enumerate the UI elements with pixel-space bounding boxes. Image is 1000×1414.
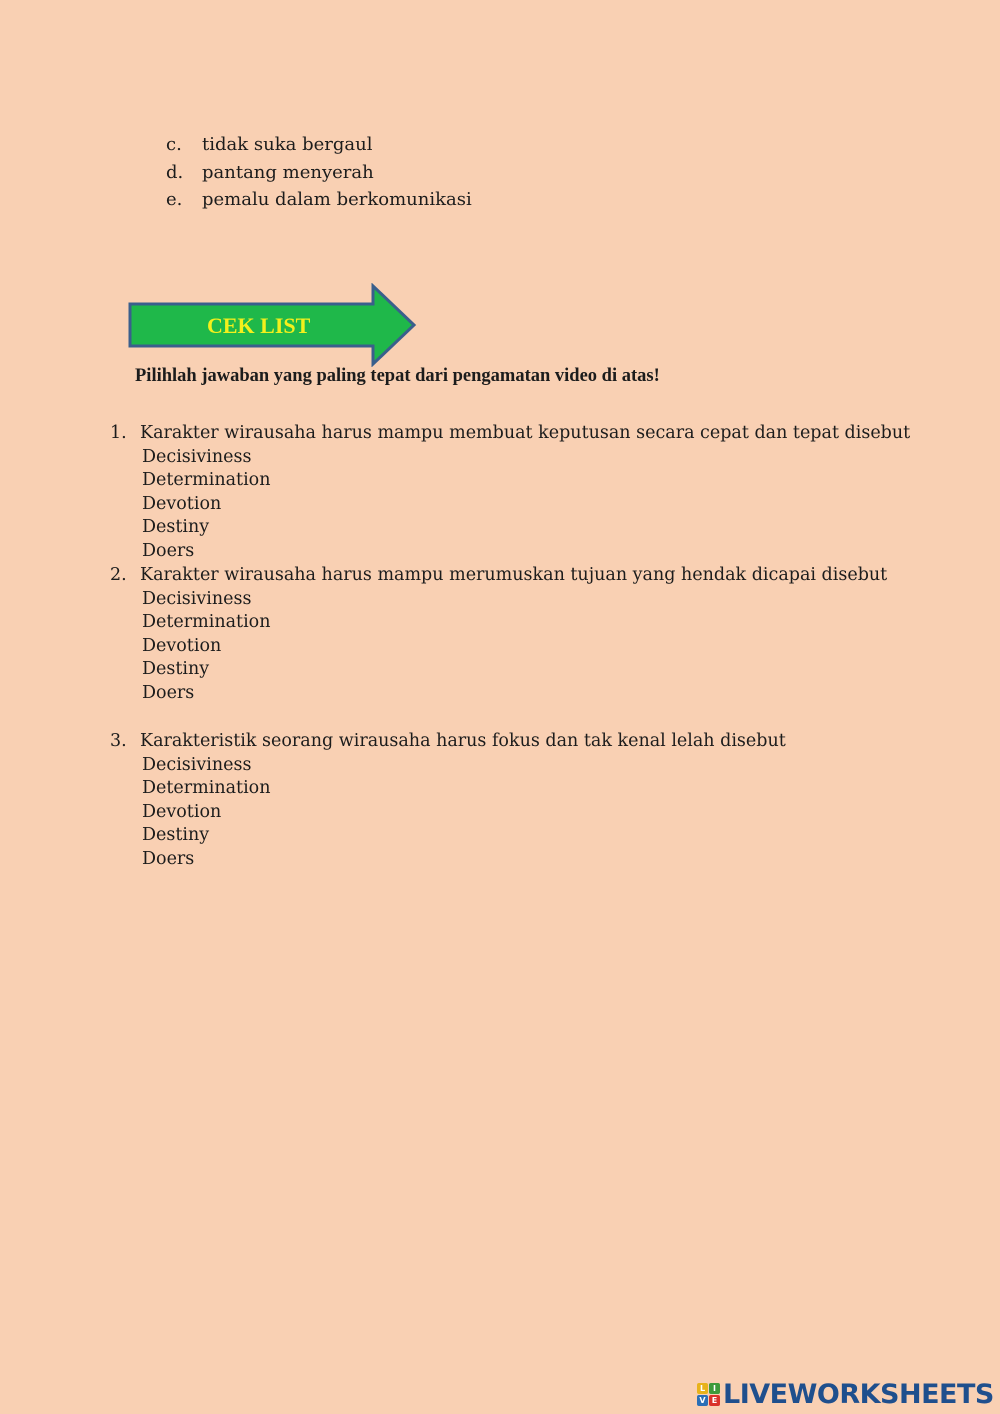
cek-list-arrow [127,283,419,367]
option-letter: c. [166,134,182,155]
answer-option[interactable]: Devotion [142,635,222,656]
option-text: tidak suka bergaul [202,134,373,155]
answer-option[interactable]: Determination [142,470,271,490]
previous-option [166,159,472,187]
answer-option[interactable]: Decisiviness [142,446,252,467]
liveworksheets-brand [697,1378,994,1410]
answer-option[interactable]: Doers [142,682,195,703]
question-stem [110,730,786,754]
previous-option [166,186,472,214]
option-text: pantang menyerah [202,161,374,183]
question-1 [110,422,910,563]
answer-option[interactable]: Doers [142,848,195,869]
answer-option[interactable]: Devotion [142,493,222,514]
option-text: pemalu dalam berkomunikasi [202,189,472,210]
question-number: 2. [110,565,127,585]
answer-options [142,754,786,872]
question-text: Karakter wirausaha harus mampu merumuskan tujuan yang hendak dicapai disebut [140,565,888,585]
liveworksheets-logo-icon: L I V E [697,1383,720,1406]
instruction-text: Pilihlah jawaban yang paling tepat dari pengamatan video di atas! [135,366,660,386]
answer-option[interactable]: Decisiviness [142,588,252,609]
question-stem [110,422,910,446]
question-text: Karakter wirausaha harus mampu membuat keputusan secara cepat dan tepat disebut [140,423,911,443]
question-text: Karakteristik seorang wirausaha harus fokus dan tak kenal lelah disebut [140,731,786,751]
question-number: 1. [110,423,127,443]
answer-option[interactable]: Destiny [142,659,210,679]
option-letter: d. [166,161,184,183]
answer-options [142,588,887,706]
answer-option[interactable]: Destiny [142,517,210,537]
previous-options-list [166,131,472,214]
question-number: 3. [110,731,127,751]
answer-options [142,446,910,564]
option-letter: e. [166,189,183,210]
answer-option[interactable]: Determination [142,612,271,632]
question-stem [110,564,887,588]
brand-name: LIVEWORKSHEETS [723,1378,994,1410]
answer-option[interactable]: Destiny [142,825,210,845]
question-3 [110,730,786,871]
question-2 [110,564,887,705]
answer-option[interactable]: Devotion [142,801,222,822]
cek-list-label: CEK LIST [207,313,311,338]
previous-option [166,131,472,159]
answer-option[interactable]: Determination [142,778,271,798]
answer-option[interactable]: Decisiviness [142,754,252,775]
answer-option[interactable]: Doers [142,540,195,561]
